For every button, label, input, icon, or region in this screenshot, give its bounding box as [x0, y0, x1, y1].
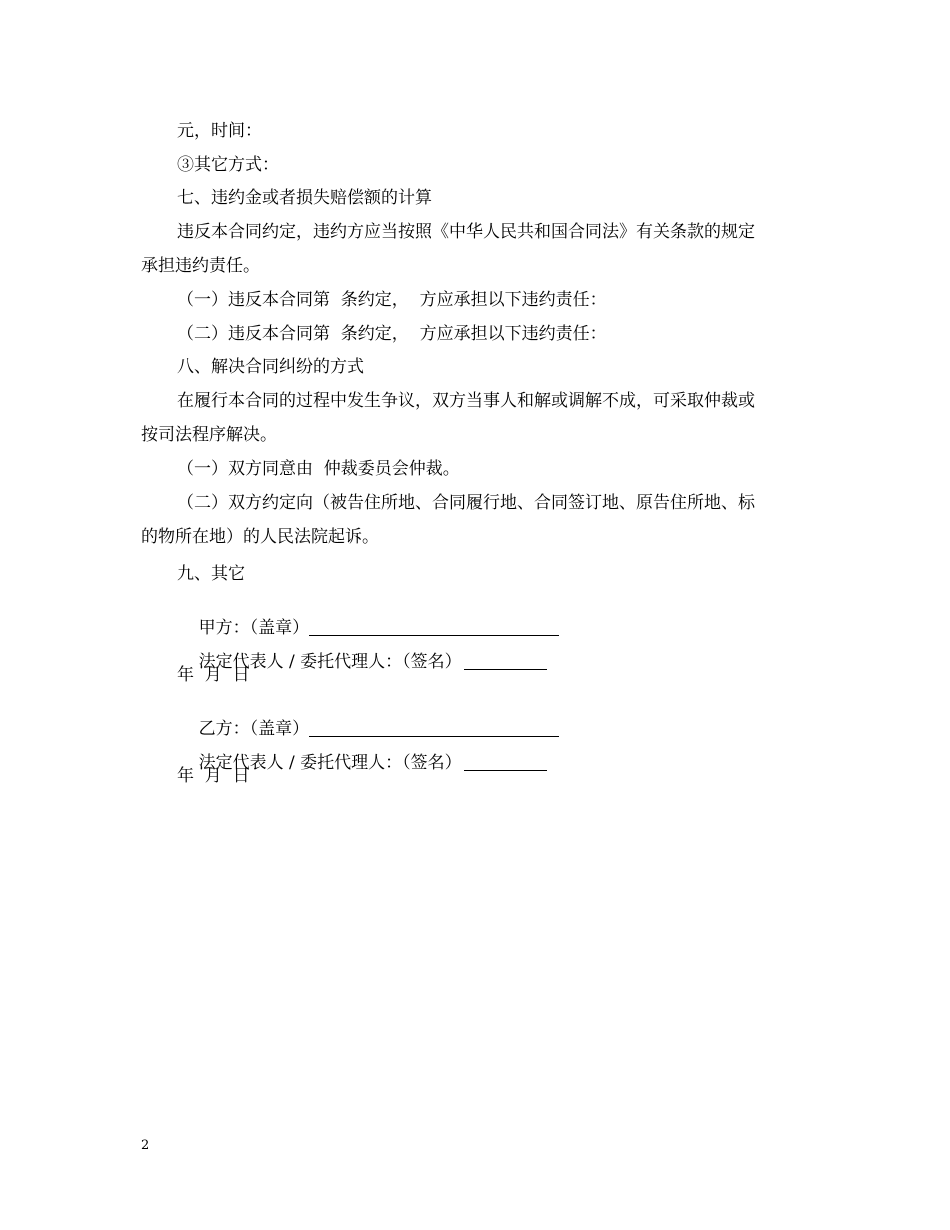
paragraph-line: ③其它方式：	[177, 155, 279, 175]
party-b-date: 年 月 日	[177, 766, 250, 786]
paragraph-line: 承担违约责任。	[141, 256, 260, 276]
paragraph-line: 违反本合同约定，违约方应当按照《中华人民共和国合同法》有关条款的规定	[177, 222, 755, 242]
clause-item-2: （二）违反本合同第 条约定， 方应承担以下违约责任：	[177, 324, 607, 344]
party-b-label: 乙方：（盖章）	[198, 719, 310, 739]
party-a-date: 年 月 日	[177, 665, 250, 685]
page-number: 2	[141, 1138, 150, 1153]
party-a-label: 甲方：（盖章）	[198, 618, 310, 638]
section-heading-8: 八、解决合同纠纷的方式	[177, 357, 364, 377]
party-a-sign-blank	[464, 654, 547, 670]
clause-item-2: （二）双方约定向（被告住所地、合同履行地、合同签订地、原告住所地、标	[177, 493, 755, 513]
section-heading-7: 七、违约金或者损失赔偿额的计算	[177, 188, 432, 208]
paragraph-line: 的物所在地）的人民法院起诉。	[141, 527, 379, 547]
party-b-rep-label: 法定代表人 / 委托代理人：（签名）	[198, 753, 462, 773]
clause-item-1: （一）双方同意由 仲裁委员会仲裁。	[177, 459, 460, 479]
section-heading-9: 九、其它	[177, 564, 245, 584]
clause-item-1: （一）违反本合同第 条约定， 方应承担以下违约责任：	[177, 290, 607, 310]
party-b-sign-blank	[464, 755, 547, 771]
paragraph-line: 在履行本合同的过程中发生争议，双方当事人和解或调解不成，可采取仲裁或	[177, 391, 755, 411]
party-a-rep-label: 法定代表人 / 委托代理人：（签名）	[198, 652, 462, 672]
paragraph-line: 元，时间：	[177, 121, 262, 141]
paragraph-line: 按司法程序解决。	[141, 425, 277, 445]
